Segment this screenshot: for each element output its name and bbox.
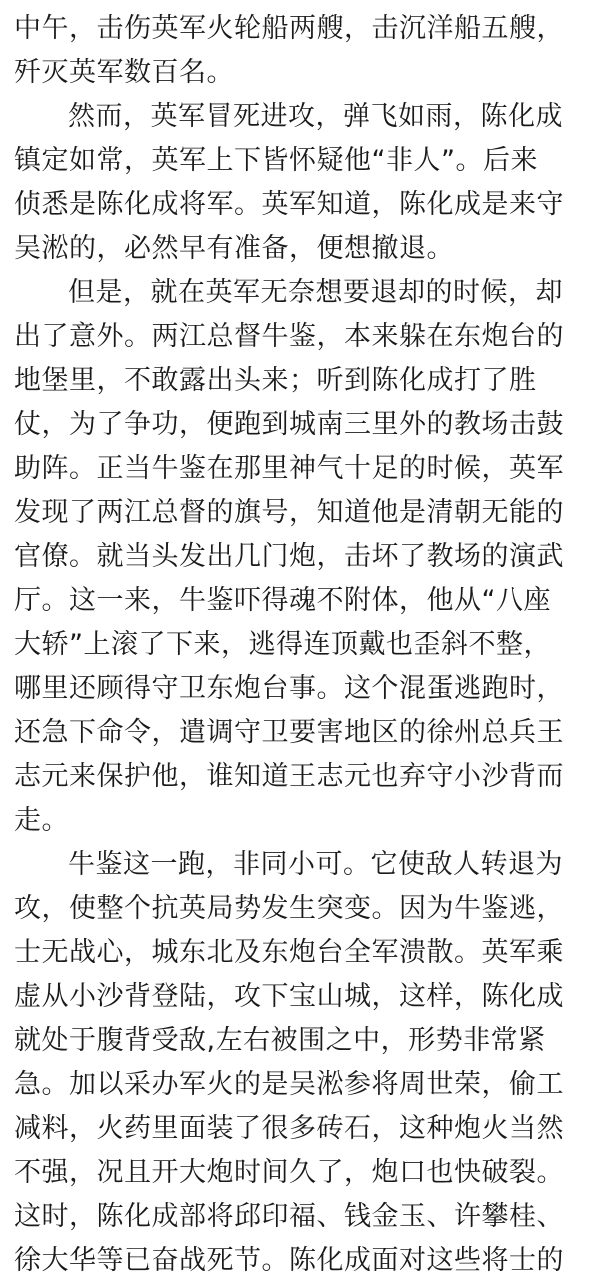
text-line: 大轿”上滚了下来，逃得连顶戴也歪斜不整， (14, 629, 551, 660)
text-line: 攻，使整个抗英局势发生突变。因为牛鉴逃， (14, 893, 564, 924)
text-line: 走。 (14, 805, 69, 836)
text-line: 发现了两江总督的旗号，知道他是清朝无能的 (14, 497, 564, 528)
text-line: 志元来保护他，谁知道王志元也弃守小沙背而 (14, 761, 564, 792)
text-line: 哪里还顾得守卫东炮台事。这个混蛋逃跑时， (14, 673, 564, 704)
text-line: 出了意外。两江总督牛鉴，本来躲在东炮台的 (14, 321, 564, 352)
text-line: 就处于腹背受敌,左右被围之中，形势非常紧 (14, 1025, 546, 1056)
text-line: 中午，击伤英军火轮船两艘，击沉洋船五艘， (14, 13, 564, 44)
text-line: 助阵。正当牛鉴在那里神气十足的时候，英军 (14, 453, 564, 484)
text-line: 徐大华等已奋战死节。陈化成面对这些将士的 (14, 1245, 564, 1276)
text-line: 这时，陈化成部将邱印福、钱金玉、许攀桂、 (14, 1201, 564, 1232)
paragraph-first-line: 但是，就在英军无奈想要退却的时候，却 (68, 277, 563, 308)
text-line: 歼灭英军数百名。 (14, 57, 234, 88)
text-line: 还急下命令，遣调守卫要害地区的徐州总兵王 (14, 717, 564, 748)
text-line: 士无战心，城东北及东炮台全军溃散。英军乘 (14, 937, 564, 968)
text-line: 厅。这一来，牛鉴吓得魂不附体，他从“八座 (14, 585, 551, 616)
paragraph-first-line: 然而，英军冒死进攻，弹飞如雨，陈化成 (68, 101, 563, 132)
paragraph-first-line: 牛鉴这一跑，非同小可。它使敌人转退为 (68, 849, 563, 880)
text-line: 急。加以采办军火的是吴淞参将周世荣，偷工 (14, 1069, 564, 1100)
text-line: 吴淞的，必然早有准备，便想撤退。 (14, 233, 454, 264)
text-line: 仗，为了争功，便跑到城南三里外的教场击鼓 (14, 409, 564, 440)
text-line: 官僚。就当头发出几门炮，击坏了教场的演武 (14, 541, 564, 572)
text-line: 减料，火药里面装了很多砖石，这种炮火当然 (14, 1113, 564, 1144)
text-line: 不强，况且开大炮时间久了，炮口也快破裂。 (14, 1157, 564, 1188)
text-line: 虚从小沙背登陆，攻下宝山城，这样，陈化成 (14, 981, 564, 1012)
text-line: 侦悉是陈化成将军。英军知道，陈化成是来守 (14, 189, 564, 220)
text-line: 镇定如常，英军上下皆怀疑他“非人”。后来 (14, 145, 538, 176)
text-line: 地堡里，不敢露出头来；听到陈化成打了胜 (14, 365, 537, 396)
